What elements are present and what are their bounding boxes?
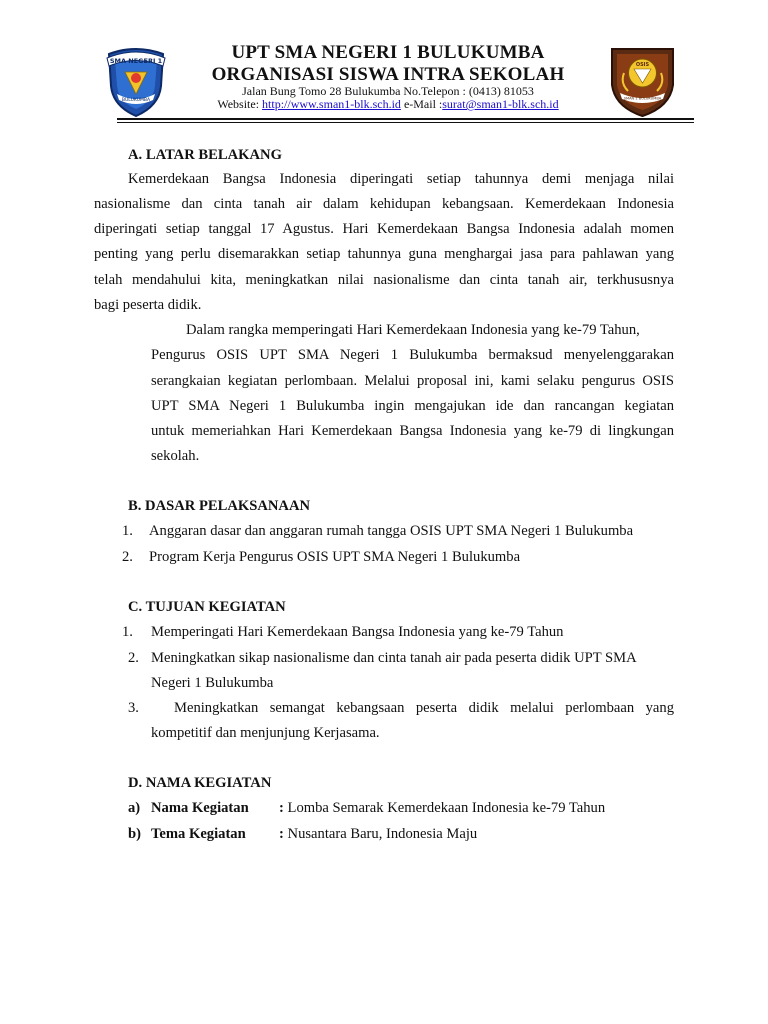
item-value-line — [279, 799, 605, 817]
section-c-title: C. TUJUAN KEGIATAN — [128, 599, 286, 615]
section-a-p2-line: UPT SMA Negeri 1 Bulukumba ingin mengajukan ide dan rancangan kegiatan — [151, 398, 674, 414]
item-value: Nusantara Baru, Indonesia Maju — [283, 826, 478, 842]
section-b-title: B. DASAR PELAKSANAAN — [128, 498, 311, 514]
letterhead-organization: ORGANISASI SISWA INTRA SEKOLAH — [211, 64, 565, 85]
item-value: Lomba Semarak Kemerdekaan Indonesia ke-79 Tahun — [283, 800, 606, 816]
email-link[interactable]: surat@sman1-blk.sch.id — [442, 97, 559, 111]
list-number: 2. — [128, 650, 139, 666]
item-separator: : — [279, 800, 284, 816]
logo-right-text: OSIS — [635, 62, 650, 68]
item-separator: : — [279, 826, 284, 842]
item-key: Tema Kegiatan — [151, 826, 246, 842]
section-a-title: A. LATAR BELAKANG — [128, 147, 282, 163]
email-label: e-Mail : — [400, 97, 443, 111]
section-a-p1-line: nasionalisme dan cinta tanah air dalam kehidupan kebangsaan. Kemerdekaan Indonesia — [94, 196, 674, 212]
letterhead-contact — [170, 97, 606, 112]
section-a-p2-line: serangkaian kegiatan perlombaan. Melalui proposal ini, kami selaku pengurus OSIS — [151, 373, 674, 389]
section-a-p2-line: sekolah. — [151, 448, 200, 464]
list-number: 1. — [122, 523, 133, 539]
section-a-p2-line: Dalam rangka memperingati Hari Kemerdekaan Indonesia yang ke-79 Tahun, — [186, 322, 640, 338]
list-number: 2. — [122, 549, 133, 565]
section-a-p2-line: Pengurus OSIS UPT SMA Negeri 1 Bulukumba bermaksud menyelenggarakan — [151, 347, 674, 363]
website-link[interactable]: http://www.sman1-blk.sch.id — [262, 97, 401, 111]
list-item: Memperingati Hari Kemerdekaan Bangsa Indonesia yang ke-79 Tahun — [151, 624, 564, 640]
letterhead-address: Jalan Bung Tomo 28 Bulukumba No.Telepon : (0413) 81053 — [242, 84, 534, 98]
section-a-p1-line: bagi peserta didik. — [94, 297, 202, 313]
school-logo — [103, 46, 169, 118]
list-number: 3. — [128, 700, 139, 716]
section-d-title: D. NAMA KEGIATAN — [128, 775, 272, 791]
item-value-line — [279, 825, 477, 843]
letterhead-rule-thick — [117, 118, 694, 120]
list-item: Meningkatkan semangat kebangsaan peserta didik melalui perlombaan yang — [174, 700, 674, 716]
section-a-p2-line: untuk memeriahkan Hari Kemerdekaan Bangsa Indonesia yang ke-79 di lingkungan — [151, 423, 674, 439]
osis-logo — [606, 43, 679, 118]
website-label: Website: — [217, 97, 263, 111]
list-item-continuation: Negeri 1 Bulukumba — [151, 675, 274, 691]
logo-right-bottom: SMAN 1 BULUKUMBA — [623, 96, 662, 101]
list-number: 1. — [122, 624, 133, 640]
item-label: a) — [128, 800, 141, 816]
letterhead-school-name: UPT SMA NEGERI 1 BULUKUMBA — [231, 42, 545, 63]
list-item: Program Kerja Pengurus OSIS UPT SMA Negeri 1 Bulukumba — [149, 549, 521, 565]
section-a-p1-line: diperingati setiap tanggal 17 Agustus. Hari Kemerdekaan Bangsa Indonesia adalah momen — [94, 221, 674, 237]
letterhead-rule-thin — [117, 122, 694, 123]
section-a-p1-line: telah mendahului kita, meningkatkan nilai nasionalisme dan cinta tanah air, terkhususnya — [94, 272, 674, 288]
item-key: Nama Kegiatan — [151, 800, 249, 816]
logo-left-bottom: BULUKUMBA — [121, 98, 151, 103]
logo-left-text: SMA NEGERI 1 — [109, 57, 163, 65]
item-label: b) — [128, 826, 141, 842]
list-item: Anggaran dasar dan anggaran rumah tangga OSIS UPT SMA Negeri 1 Bulukumba — [149, 523, 634, 539]
list-item: Meningkatkan sikap nasionalisme dan cinta tanah air pada peserta didik UPT SMA — [151, 650, 637, 666]
section-a-p1-line: Kemerdekaan Bangsa Indonesia diperingati setiap tahunnya demi menjaga nilai — [128, 171, 674, 187]
section-a-p1-line: penting yang perlu disemarakkan setiap tahunnya guna menghargai jasa para pahlawan yang — [94, 246, 674, 262]
list-item-continuation: kompetitif dan menjunjung Kerjasama. — [151, 725, 380, 741]
